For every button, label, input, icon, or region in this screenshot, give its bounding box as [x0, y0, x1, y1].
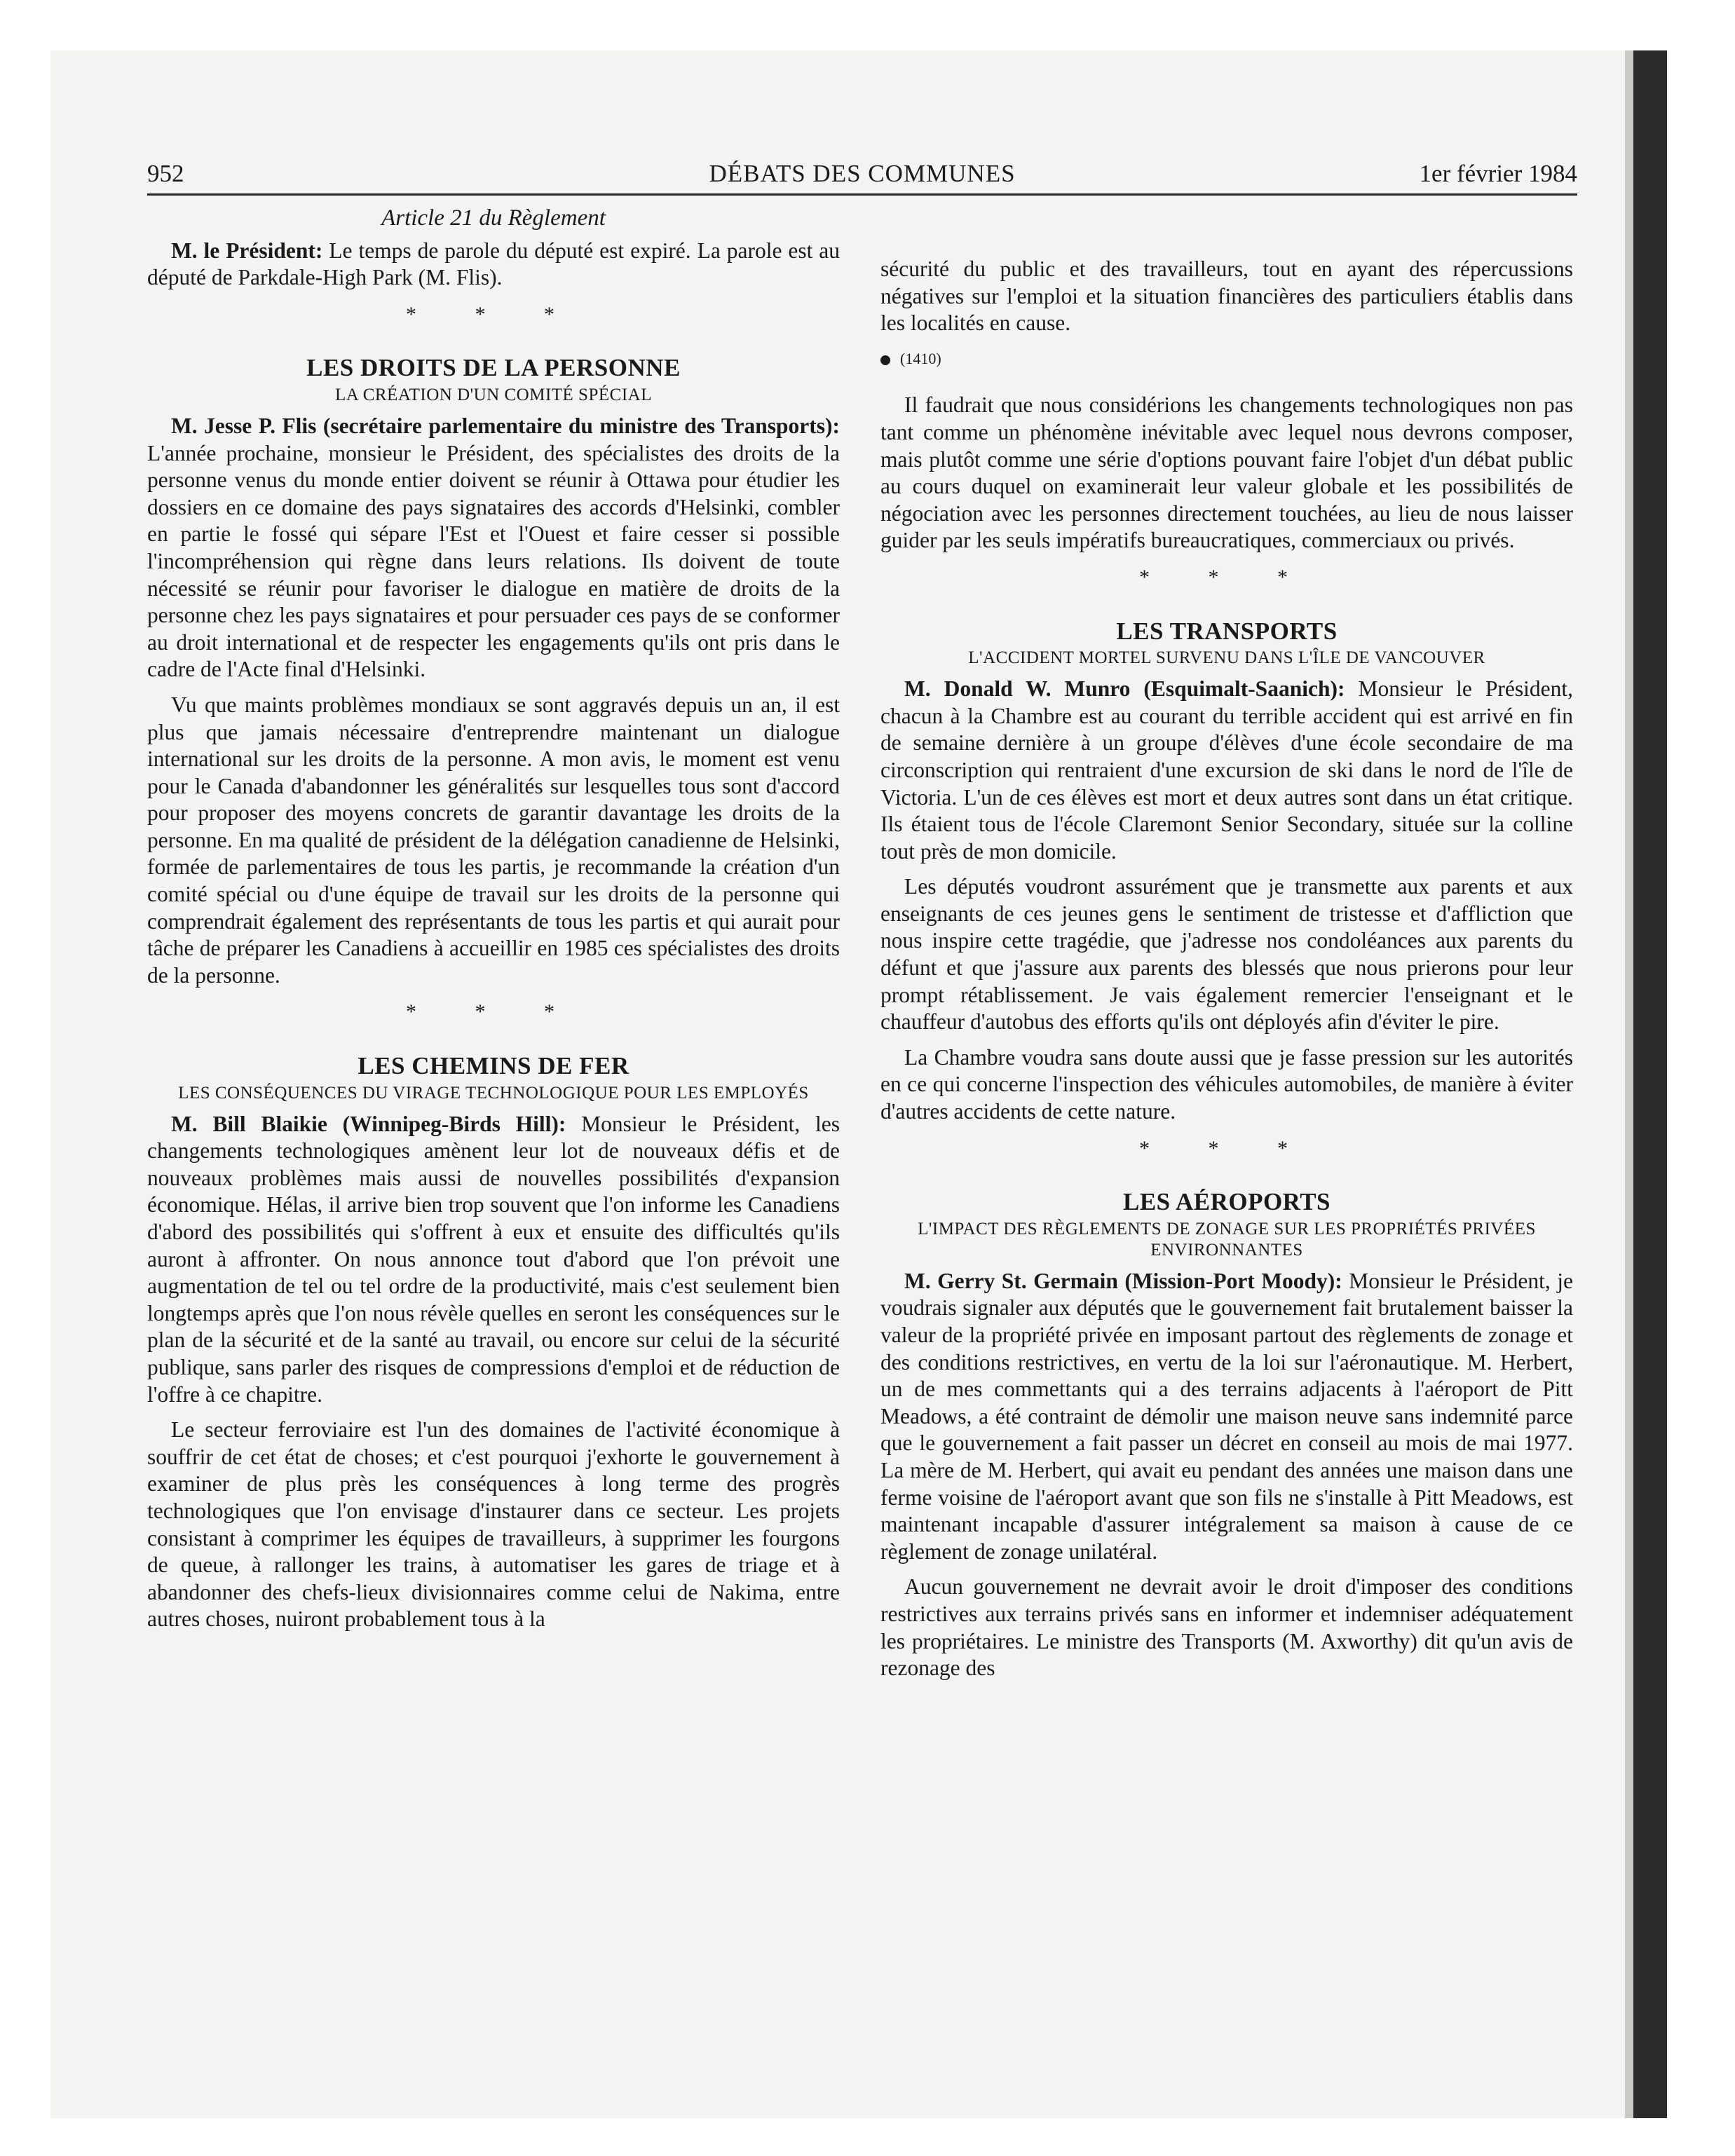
page-binding [1633, 50, 1667, 2118]
timestamp-text: (1410) [900, 349, 941, 367]
speaker-name: M. Donald W. Munro (Esquimalt-Saanich): [904, 676, 1345, 702]
section-title: LES AÉROPORTS [1122, 1188, 1331, 1216]
speaker-name: M. le Président: [171, 238, 323, 263]
right-column [880, 256, 1573, 1691]
section-title: LES DROITS DE LA PERSONNE [306, 354, 681, 382]
paragraph-text: Le temps de parole du député est expiré. La parole est au député de Parkdale-High Park (M. Flis). [147, 238, 840, 290]
paragraph: Les députés voudront assurément que je transmette aux parents et aux enseignants de ces jeunes gens le sentiment de tristesse et d'affliction que nous inspire cette tragédie, que j'adresse nos condoléances aux parents du défunt et que j'assure aux parents des blessés que nous prierons pour leur prompt rétablissement. Je vais également remercier l'enseignant et le chauffeur d'autobus des efforts qu'ils ont déployés afin d'éviter le pire. [880, 874, 1573, 1035]
running-header [147, 160, 1577, 196]
paragraph-text: Monsieur le Président, chacun à la Chambre est au courant du terrible accident qui est arrivé en fin de semaine dernière à un groupe d'élèves d'une école secondaire de ma circonscription qui rentraient d'une excursion de ski dans le nord de l'île de Victoria. L'un de ces élèves est mort et deux autres sont dans un état critique. Ils étaient tous de l'école Claremont Senior Secondary, située sur la colline tout près de mon domicile. [880, 676, 1573, 864]
paragraph [147, 238, 840, 292]
section-separator: * * * [406, 302, 581, 326]
bullet-icon [880, 355, 890, 365]
section-subtitle: LA CRÉATION D'UN COMITÉ SPÉCIAL [335, 385, 652, 404]
page-number: 952 [147, 160, 184, 187]
paragraph: Aucun gouvernement ne devrait avoir le droit d'imposer des conditions restrictives aux terrains privés sans en informer et indemniser adéquatement les propriétaires. Le ministre des Transports (M. Axworthy) dit qu'un avis de rezonage des [880, 1574, 1573, 1681]
header-date: 1er février 1984 [1419, 160, 1577, 187]
binding-shadow [1625, 50, 1633, 2118]
timestamp [880, 346, 1573, 373]
section-separator: * * * [1139, 565, 1314, 589]
paragraph: sécurité du public et des travailleurs, tout en ayant des répercussions négatives sur l'emploi et la situation financières des particuliers établis dans les localités en cause. [880, 257, 1573, 336]
paragraph [147, 1111, 840, 1409]
speaker-name: M. Gerry St. Germain (Mission-Port Moody): [904, 1268, 1342, 1293]
paragraph [880, 1268, 1573, 1566]
paragraph: Il faudrait que nous considérions les changements technologiques non pas tant comme un phénomène inévitable avec lequel nous devrons composer, mais plutôt comme une série d'options pouvant faire l'objet d'un débat public au cours duquel on examinerait leur valeur globale et les possibilités de négociation avec les personnes directement touchées, au lieu de nous laisser guider par les seuls impératifs bureaucratiques, commerciaux ou privés. [880, 393, 1573, 553]
paragraph [147, 413, 840, 683]
paragraph-text: L'année prochaine, monsieur le Président, des spécialistes des droits de la personne venus du monde entier doivent se réunir à Ottawa pour étudier les dossiers en ce domaine des pays signataires des accords d'Helsinki, combler en partie le fossé qui sépare l'Est et l'Ouest et faire cesser si possible l'incompréhension qui règne dans leurs relations. Ils doivent de toute nécessité se réunir pour favoriser le dialogue en matière de droits de la personne chez les pays signataires et pour persuader ces pays de se conformer au droit international et de respecter les engagements qu'ils ont pris dans le cadre de l'Acte final d'Helsinki. [147, 440, 840, 682]
paragraph-text: Monsieur le Président, je voudrais signaler aux députés que le gouvernement fait brutalement baisser la valeur de la propriété privée en imposant partout des règlements de zonage et des conditions restrictives, en vertu de la loi sur l'aéronautique. M. Herbert, un de mes commettants qui a des terrains adjacents à l'aéroport de Pitt Meadows, a été contraint de démolir une maison neuve sans indemnité parce que le gouvernement a fait passer un décret en conseil au mois de mai 1977. La mère de M. Herbert, qui avait eu pendant des années une maison dans une ferme voisine de l'aéroport avant que son fils ne s'installe à Pitt Meadows, est maintenant incapable d'assurer intégralement sa maison à cause de ce règlement de zonage unilatéral. [880, 1268, 1573, 1564]
section-title: LES CHEMINS DE FER [358, 1052, 630, 1080]
section-subtitle: L'ACCIDENT MORTEL SURVENU DANS L'ÎLE DE VANCOUVER [968, 648, 1485, 668]
section-title: LES TRANSPORTS [1116, 617, 1338, 645]
section-separator: * * * [406, 1000, 581, 1024]
speaker-name: M. Jesse P. Flis (secrétaire parlementaire du ministre des Transports): [171, 413, 840, 438]
section-subtitle: L'IMPACT DES RÈGLEMENTS DE ZONAGE SUR LES PROPRIÉTÉS PRIVÉES ENVIRONNANTES [918, 1219, 1536, 1260]
paragraph: Vu que maints problèmes mondiaux se sont aggravés depuis un an, il est plus que jamais nécessaire d'entreprendre maintenant un dialogue international sur les droits de la personne. A mon avis, le moment est venu pour le Canada d'abandonner les généralités sur lesquelles tous sont d'accord pour proposer des moyens concrets de garantir davantage les droits de la personne. En ma qualité de président de la délégation canadienne de Helsinki, formée de parlementaires de tous les partis, je recommande la création d'un comité spécial ou d'une équipe de travail sur les droits de la personne qui comprendrait également des représentants de tous les partis et qui aurait pour tâche de préparer les Canadiens à accueillir en 1985 ces spécialistes des droits de la personne. [147, 692, 840, 988]
section-subtitle: LES CONSÉQUENCES DU VIRAGE TECHNOLOGIQUE POUR LES EMPLOYÉS [178, 1083, 809, 1103]
section-separator: * * * [1139, 1136, 1314, 1160]
paragraph-text: Monsieur le Président, les changements technologiques amènent leur lot de nouveaux défis et de nouveaux problèmes mais aussi de nouvelles possibilités d'expansion économique. Hélas, il arrive bien trop souvent que l'on informe les Canadiens d'abord des possibilités qui s'offrent à eux et ensuite des difficultés qu'ils auront à affronter. On nous annonce tout d'abord que l'on prévoit une augmentation de tel ou tel ordre de la productivité, mais c'est seulement bien longtemps après que l'on nous révèle quelles en seront les conséquences sur le plan de la sécurité et de la santé au travail, ou encore sur celui de la sécurité publique, sans parler des risques de compressions d'emploi et de réduction de l'offre à ce chapitre. [147, 1111, 840, 1407]
journal-title: DÉBATS DES COMMUNES [709, 160, 1016, 187]
rule-label: Article 21 du Règlement [381, 205, 606, 231]
paragraph: La Chambre voudra sans doute aussi que je fasse pression sur les autorités en ce qui concerne l'inspection des véhicules automobiles, de manière à éviter d'autres accidents de cette nature. [880, 1044, 1573, 1124]
paragraph [880, 676, 1573, 865]
paragraph: Le secteur ferroviaire est l'un des domaines de l'activité économique à souffrir de cet état de choses; et c'est pourquoi j'exhorte le gouvernement à examiner de plus près les conséquences à long terme des progrès technologiques que l'on envisage d'instaurer dans ce secteur. Les projets consistant à comprimer les équipes de travailleurs, à supprimer les fourgons de queue, à rallonger les trains, à automatiser les gares de triage et à abandonner des chefs-lieux divisionnaires comme celui de Nakima, entre autres choses, nuiront probablement tous à la [147, 1417, 840, 1632]
speaker-name: M. Bill Blaikie (Winnipeg-Birds Hill): [171, 1111, 566, 1136]
left-column [147, 205, 840, 1642]
